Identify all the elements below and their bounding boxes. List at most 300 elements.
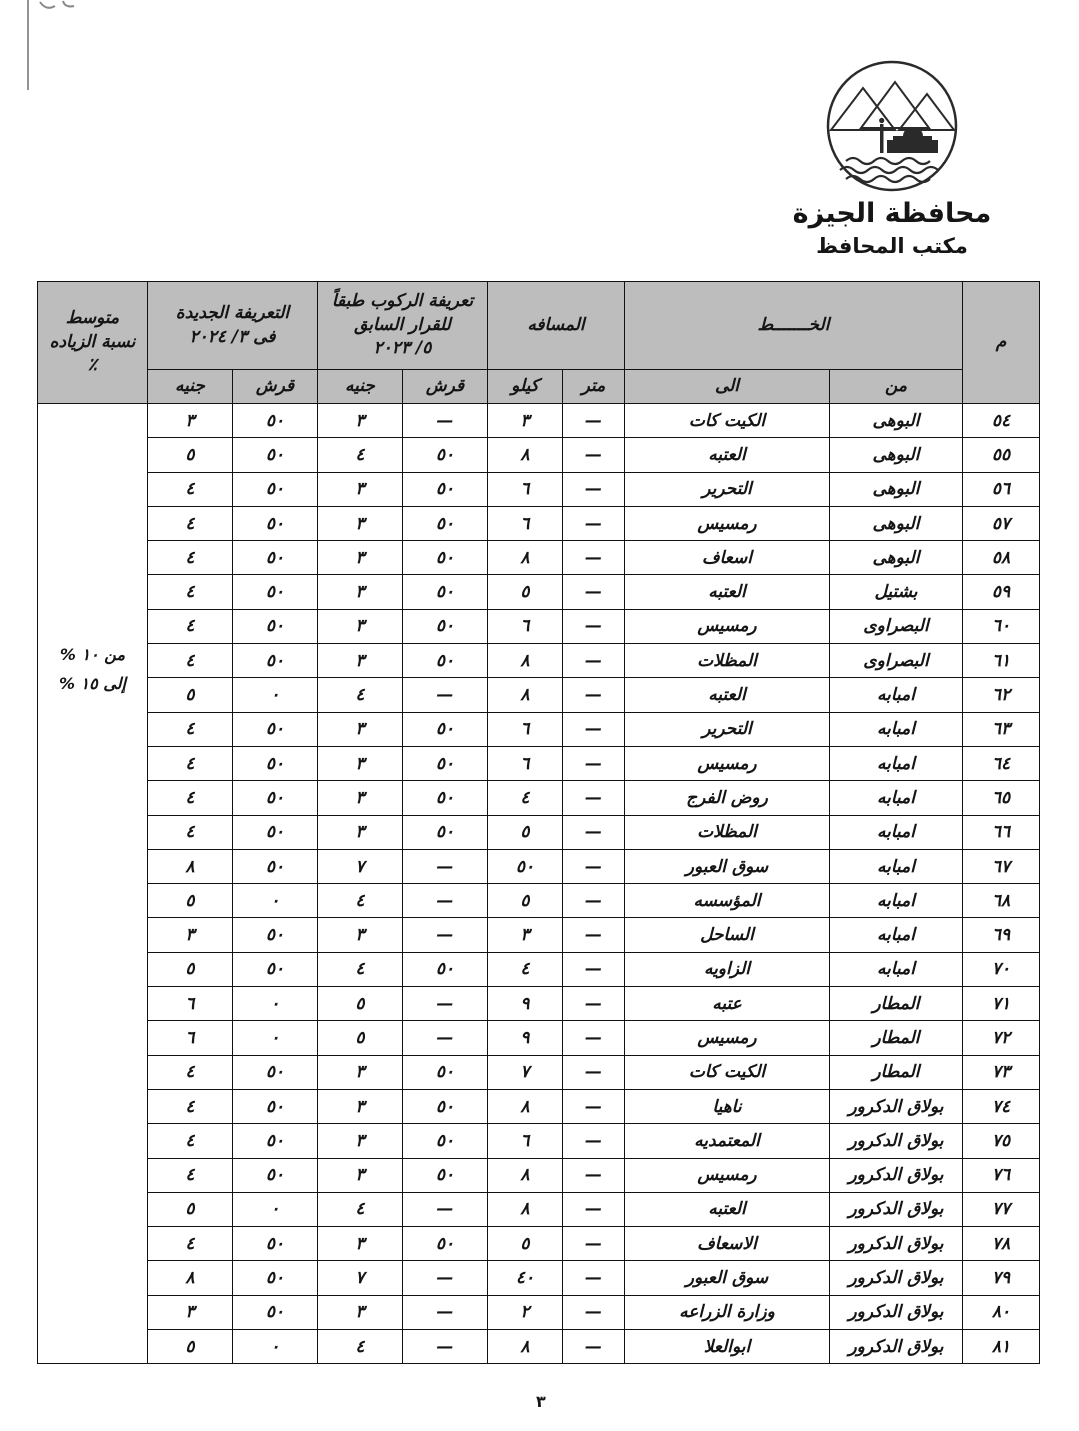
prev-pounds-cell: ٣ (317, 1227, 402, 1261)
increase-range-line2: إلى ١٥ % (58, 673, 126, 693)
meter-cell: — (562, 1295, 624, 1329)
table-row (37, 815, 1039, 849)
increase-title-line1: متوسط (65, 307, 120, 328)
meter-cell: — (562, 712, 624, 746)
prev-pounds-cell: ٧ (317, 1261, 402, 1295)
new-pounds-cell: ٥ (147, 952, 232, 986)
table-row (37, 712, 1039, 746)
col-header-prev-tariff (317, 282, 487, 370)
giza-governorate-emblem-icon (816, 58, 968, 196)
from-cell: المطار (830, 1055, 963, 1089)
prev-pounds-cell: ٤ (317, 952, 402, 986)
kilo-cell: ٥ (487, 1227, 562, 1261)
kilo-cell: ٦ (487, 1124, 562, 1158)
new-piasters-cell: ٥٠ (232, 404, 317, 438)
table-row (37, 678, 1039, 712)
increase-title-line3: ٪ (87, 355, 98, 376)
from-cell: امبابه (830, 712, 963, 746)
from-cell: البوهى (830, 541, 963, 575)
from-cell: امبابه (830, 746, 963, 780)
row-number-cell: ٨٠ (963, 1295, 1040, 1329)
kilo-cell: ٨ (487, 1330, 562, 1364)
to-cell: اسعاف (624, 541, 829, 575)
kilo-cell: ٥٠ (487, 849, 562, 883)
kilo-cell: ٧ (487, 1055, 562, 1089)
prev-piasters-cell: — (402, 849, 487, 883)
new-piasters-cell: ٥٠ (232, 609, 317, 643)
letterhead (787, 58, 997, 258)
prev-piasters-cell: — (402, 1021, 487, 1055)
prev-piasters-cell: ٥٠ (402, 1158, 487, 1192)
prev-piasters-cell: ٥٠ (402, 712, 487, 746)
table-row (37, 1021, 1039, 1055)
from-cell: البوهى (830, 404, 963, 438)
row-number-cell: ٦٥ (963, 781, 1040, 815)
meter-cell: — (562, 884, 624, 918)
row-number-cell: ٧٠ (963, 952, 1040, 986)
prev-pounds-cell: ٥ (317, 987, 402, 1021)
kilo-cell: ٨ (487, 541, 562, 575)
row-number-cell: ٧١ (963, 987, 1040, 1021)
table-row (37, 472, 1039, 506)
from-cell: بولاق الدكرور (830, 1192, 963, 1226)
governorate-name: محافظة الجيزة (792, 198, 992, 229)
meter-cell: — (562, 678, 624, 712)
to-cell: الكيت كات (624, 404, 829, 438)
prev-piasters-cell: ٥٠ (402, 781, 487, 815)
table-row (37, 1158, 1039, 1192)
table-row (37, 644, 1039, 678)
prev-piasters-cell: ٥٠ (402, 506, 487, 540)
prev-pounds-cell: ٥ (317, 1021, 402, 1055)
from-cell: بشتيل (830, 575, 963, 609)
prev-pounds-cell: ٣ (317, 781, 402, 815)
prev-pounds-cell: ٣ (317, 609, 402, 643)
kilo-cell: ٣ (487, 918, 562, 952)
col-header-from: من (830, 370, 963, 404)
increase-range-cell (37, 404, 147, 1364)
new-piasters-cell: ٥٠ (232, 644, 317, 678)
kilo-cell: ٦ (487, 746, 562, 780)
from-cell: امبابه (830, 849, 963, 883)
new-pounds-cell: ٤ (147, 575, 232, 609)
new-piasters-cell: ٥٠ (232, 952, 317, 986)
to-cell: المظلات (624, 815, 829, 849)
to-cell: رمسيس (624, 1021, 829, 1055)
from-cell: بولاق الدكرور (830, 1089, 963, 1123)
col-header-prev-pounds: جنيه (317, 370, 402, 404)
new-piasters-cell: ٥٠ (232, 746, 317, 780)
kilo-cell: ٦ (487, 472, 562, 506)
new-piasters-cell: ٥٠ (232, 506, 317, 540)
prev-pounds-cell: ٤ (317, 1192, 402, 1226)
meter-cell: — (562, 918, 624, 952)
to-cell: رمسيس (624, 609, 829, 643)
from-cell: بولاق الدكرور (830, 1227, 963, 1261)
new-pounds-cell: ٤ (147, 1158, 232, 1192)
kilo-cell: ٤ (487, 781, 562, 815)
col-header-no: م (963, 282, 1040, 404)
meter-cell: — (562, 1124, 624, 1158)
table-row (37, 1089, 1039, 1123)
header-sub-row (37, 370, 1039, 404)
row-number-cell: ٦٩ (963, 918, 1040, 952)
kilo-cell: ٣ (487, 404, 562, 438)
new-pounds-cell: ٤ (147, 746, 232, 780)
kilo-cell: ٤ (487, 952, 562, 986)
row-number-cell: ٧٨ (963, 1227, 1040, 1261)
kilo-cell: ٢ (487, 1295, 562, 1329)
from-cell: بولاق الدكرور (830, 1261, 963, 1295)
new-piasters-cell: ٠ (232, 1021, 317, 1055)
prev-piasters-cell: — (402, 1295, 487, 1329)
prev-piasters-cell: ٥٠ (402, 644, 487, 678)
new-piasters-cell: ٥٠ (232, 575, 317, 609)
row-number-cell: ٧٥ (963, 1124, 1040, 1158)
col-header-increase (37, 282, 147, 404)
to-cell: ناهيا (624, 1089, 829, 1123)
new-pounds-cell: ٥ (147, 1192, 232, 1226)
kilo-cell: ٩ (487, 1021, 562, 1055)
new-piasters-cell: ٠ (232, 987, 317, 1021)
new-pounds-cell: ٤ (147, 815, 232, 849)
table-row (37, 884, 1039, 918)
new-pounds-cell: ٨ (147, 1261, 232, 1295)
meter-cell: — (562, 1021, 624, 1055)
from-cell: البوهى (830, 506, 963, 540)
new-pounds-cell: ٤ (147, 609, 232, 643)
table-row (37, 609, 1039, 643)
new-piasters-cell: ٥٠ (232, 1089, 317, 1123)
to-cell: رمسيس (624, 1158, 829, 1192)
meter-cell: — (562, 1158, 624, 1192)
from-cell: بولاق الدكرور (830, 1330, 963, 1364)
prev-pounds-cell: ٤ (317, 1330, 402, 1364)
to-cell: الكيت كات (624, 1055, 829, 1089)
row-number-cell: ٧٩ (963, 1261, 1040, 1295)
table-row (37, 506, 1039, 540)
prev-piasters-cell: — (402, 884, 487, 918)
meter-cell: — (562, 644, 624, 678)
meter-cell: — (562, 404, 624, 438)
col-header-distance: المسافه (487, 282, 624, 370)
meter-cell: — (562, 1261, 624, 1295)
new-pounds-cell: ٦ (147, 1021, 232, 1055)
col-header-line: الخـــــــط (624, 282, 962, 370)
row-number-cell: ٥٧ (963, 506, 1040, 540)
table-row (37, 575, 1039, 609)
new-piasters-cell: ٥٠ (232, 1124, 317, 1158)
meter-cell: — (562, 575, 624, 609)
prev-piasters-cell: ٥٠ (402, 1124, 487, 1158)
col-header-new-piasters: قرش (232, 370, 317, 404)
prev-piasters-cell: ٥٠ (402, 1055, 487, 1089)
prev-piasters-cell: ٥٠ (402, 1227, 487, 1261)
new-pounds-cell: ٤ (147, 1227, 232, 1261)
to-cell: العتبه (624, 575, 829, 609)
prev-piasters-cell: ٥٠ (402, 1089, 487, 1123)
new-piasters-cell: ٥٠ (232, 438, 317, 472)
from-cell: بولاق الدكرور (830, 1124, 963, 1158)
prev-pounds-cell: ٣ (317, 575, 402, 609)
prev-piasters-cell: ٥٠ (402, 575, 487, 609)
prev-tariff-title-line1: تعريفة الركوب طبقاً (331, 290, 474, 311)
new-piasters-cell: ٥٠ (232, 815, 317, 849)
new-piasters-cell: ٥٠ (232, 849, 317, 883)
from-cell: امبابه (830, 781, 963, 815)
new-piasters-cell: ٠ (232, 1330, 317, 1364)
table-row (37, 987, 1039, 1021)
row-number-cell: ٦٦ (963, 815, 1040, 849)
prev-piasters-cell: ٥٠ (402, 472, 487, 506)
table-row (37, 541, 1039, 575)
new-pounds-cell: ٨ (147, 849, 232, 883)
row-number-cell: ٥٥ (963, 438, 1040, 472)
new-piasters-cell: ٠ (232, 678, 317, 712)
new-piasters-cell: ٥٠ (232, 781, 317, 815)
row-number-cell: ٧٣ (963, 1055, 1040, 1089)
from-cell: البوهى (830, 438, 963, 472)
row-number-cell: ٦١ (963, 644, 1040, 678)
meter-cell: — (562, 1227, 624, 1261)
table-row (37, 1261, 1039, 1295)
to-cell: العتبه (624, 678, 829, 712)
to-cell: العتبه (624, 438, 829, 472)
prev-piasters-cell: ٥٠ (402, 438, 487, 472)
col-header-prev-piasters: قرش (402, 370, 487, 404)
new-tariff-title-line1: التعريفة الجديدة (175, 302, 290, 323)
row-number-cell: ٦٣ (963, 712, 1040, 746)
to-cell: العتبه (624, 1192, 829, 1226)
prev-pounds-cell: ٣ (317, 1158, 402, 1192)
prev-pounds-cell: ٣ (317, 712, 402, 746)
new-pounds-cell: ٥ (147, 678, 232, 712)
col-header-new-pounds: جنيه (147, 370, 232, 404)
meter-cell: — (562, 849, 624, 883)
row-number-cell: ٧٧ (963, 1192, 1040, 1226)
prev-pounds-cell: ٧ (317, 849, 402, 883)
meter-cell: — (562, 609, 624, 643)
table-row (37, 404, 1039, 438)
meter-cell: — (562, 815, 624, 849)
row-number-cell: ٧٤ (963, 1089, 1040, 1123)
to-cell: رمسيس (624, 506, 829, 540)
col-header-to: الى (624, 370, 829, 404)
meter-cell: — (562, 1089, 624, 1123)
to-cell: التحرير (624, 712, 829, 746)
prev-piasters-cell: — (402, 1192, 487, 1226)
kilo-cell: ٦ (487, 609, 562, 643)
new-pounds-cell: ٤ (147, 472, 232, 506)
prev-piasters-cell: — (402, 1330, 487, 1364)
meter-cell: — (562, 438, 624, 472)
new-pounds-cell: ٦ (147, 987, 232, 1021)
new-piasters-cell: ٥٠ (232, 1261, 317, 1295)
kilo-cell: ٥ (487, 575, 562, 609)
row-number-cell: ٦٠ (963, 609, 1040, 643)
kilo-cell: ٨ (487, 1192, 562, 1226)
prev-pounds-cell: ٣ (317, 1055, 402, 1089)
kilo-cell: ٦ (487, 506, 562, 540)
row-number-cell: ٦٧ (963, 849, 1040, 883)
from-cell: امبابه (830, 678, 963, 712)
from-cell: البوهى (830, 472, 963, 506)
prev-pounds-cell: ٣ (317, 1089, 402, 1123)
to-cell: سوق العبور (624, 849, 829, 883)
new-piasters-cell: ٥٠ (232, 1158, 317, 1192)
table-row (37, 1227, 1039, 1261)
row-number-cell: ٧٦ (963, 1158, 1040, 1192)
new-tariff-title-line2: فى ٣/ ٢٠٢٤ (189, 326, 276, 347)
from-cell: البصراوى (830, 644, 963, 678)
prev-piasters-cell: ٥٠ (402, 541, 487, 575)
prev-pounds-cell: ٤ (317, 438, 402, 472)
meter-cell: — (562, 541, 624, 575)
meter-cell: — (562, 472, 624, 506)
table-row (37, 1192, 1039, 1226)
prev-pounds-cell: ٣ (317, 1124, 402, 1158)
kilo-cell: ٨ (487, 644, 562, 678)
table-row (37, 952, 1039, 986)
prev-pounds-cell: ٣ (317, 541, 402, 575)
table-row (37, 746, 1039, 780)
col-header-meter: متر (562, 370, 624, 404)
prev-pounds-cell: ٣ (317, 918, 402, 952)
prev-pounds-cell: ٣ (317, 815, 402, 849)
prev-piasters-cell: — (402, 1261, 487, 1295)
prev-pounds-cell: ٤ (317, 884, 402, 918)
table-row (37, 1055, 1039, 1089)
new-piasters-cell: ٥٠ (232, 712, 317, 746)
new-piasters-cell: ٥٠ (232, 1227, 317, 1261)
to-cell: عتبه (624, 987, 829, 1021)
from-cell: المطار (830, 1021, 963, 1055)
to-cell: المعتمديه (624, 1124, 829, 1158)
governor-office-name: مكتب المحافظ (816, 234, 968, 258)
table-row (37, 781, 1039, 815)
prev-piasters-cell: — (402, 678, 487, 712)
increase-range-line1: من ١٠ % (59, 645, 126, 664)
from-cell: المطار (830, 987, 963, 1021)
to-cell: وزارة الزراعه (624, 1295, 829, 1329)
scan-artifact-mark (18, 0, 98, 100)
new-piasters-cell: ٥٠ (232, 1295, 317, 1329)
kilo-cell: ٨ (487, 438, 562, 472)
row-number-cell: ٦٤ (963, 746, 1040, 780)
kilo-cell: ٦ (487, 712, 562, 746)
from-cell: امبابه (830, 884, 963, 918)
prev-pounds-cell: ٣ (317, 404, 402, 438)
from-cell: بولاق الدكرور (830, 1295, 963, 1329)
increase-range-note (38, 641, 147, 699)
header-group-row (37, 282, 1039, 370)
new-pounds-cell: ٣ (147, 404, 232, 438)
row-number-cell: ٦٨ (963, 884, 1040, 918)
table-row (37, 1330, 1039, 1364)
prev-piasters-cell: ٥٠ (402, 746, 487, 780)
col-header-new-tariff (147, 282, 317, 370)
prev-piasters-cell: ٥٠ (402, 609, 487, 643)
table-row (37, 849, 1039, 883)
row-number-cell: ٥٤ (963, 404, 1040, 438)
row-number-cell: ٥٨ (963, 541, 1040, 575)
new-pounds-cell: ٤ (147, 644, 232, 678)
prev-tariff-title-line2: للقرار السابق (354, 314, 451, 335)
to-cell: رمسيس (624, 746, 829, 780)
from-cell: امبابه (830, 918, 963, 952)
new-pounds-cell: ٣ (147, 1295, 232, 1329)
to-cell: سوق العبور (624, 1261, 829, 1295)
to-cell: الاسعاف (624, 1227, 829, 1261)
new-pounds-cell: ٤ (147, 506, 232, 540)
prev-piasters-cell: — (402, 918, 487, 952)
from-cell: البصراوى (830, 609, 963, 643)
new-piasters-cell: ٠ (232, 1192, 317, 1226)
to-cell: المظلات (624, 644, 829, 678)
new-pounds-cell: ٥ (147, 1330, 232, 1364)
new-pounds-cell: ٤ (147, 1055, 232, 1089)
new-pounds-cell: ٤ (147, 541, 232, 575)
col-header-kilo: كيلو (487, 370, 562, 404)
new-pounds-cell: ٤ (147, 1124, 232, 1158)
meter-cell: — (562, 987, 624, 1021)
to-cell: ابوالعلا (624, 1330, 829, 1364)
kilo-cell: ٨ (487, 678, 562, 712)
from-cell: بولاق الدكرور (830, 1158, 963, 1192)
meter-cell: — (562, 1330, 624, 1364)
prev-tariff-title-line3: ٥/ ٢٠٢٣ (373, 338, 432, 359)
table-row (37, 1295, 1039, 1329)
row-number-cell: ٥٩ (963, 575, 1040, 609)
to-cell: التحرير (624, 472, 829, 506)
from-cell: امبابه (830, 952, 963, 986)
kilo-cell: ٥ (487, 884, 562, 918)
meter-cell: — (562, 746, 624, 780)
new-pounds-cell: ٥ (147, 438, 232, 472)
new-piasters-cell: ٥٠ (232, 472, 317, 506)
prev-piasters-cell: — (402, 987, 487, 1021)
prev-piasters-cell: — (402, 404, 487, 438)
new-pounds-cell: ٤ (147, 781, 232, 815)
prev-piasters-cell: ٥٠ (402, 952, 487, 986)
meter-cell: — (562, 1055, 624, 1089)
kilo-cell: ٨ (487, 1089, 562, 1123)
meter-cell: — (562, 506, 624, 540)
meter-cell: — (562, 952, 624, 986)
to-cell: المؤسسه (624, 884, 829, 918)
new-piasters-cell: ٥٠ (232, 541, 317, 575)
prev-pounds-cell: ٣ (317, 1295, 402, 1329)
new-pounds-cell: ٥ (147, 884, 232, 918)
row-number-cell: ٥٦ (963, 472, 1040, 506)
kilo-cell: ٩ (487, 987, 562, 1021)
new-pounds-cell: ٣ (147, 918, 232, 952)
new-piasters-cell: ٠ (232, 884, 317, 918)
row-number-cell: ٦٢ (963, 678, 1040, 712)
meter-cell: — (562, 1192, 624, 1226)
table-row (37, 918, 1039, 952)
meter-cell: — (562, 781, 624, 815)
tariff-table (37, 281, 1040, 1364)
from-cell: امبابه (830, 815, 963, 849)
new-piasters-cell: ٥٠ (232, 918, 317, 952)
kilo-cell: ٤٠ (487, 1261, 562, 1295)
prev-pounds-cell: ٤ (317, 678, 402, 712)
new-pounds-cell: ٤ (147, 712, 232, 746)
row-number-cell: ٨١ (963, 1330, 1040, 1364)
to-cell: الزاويه (624, 952, 829, 986)
prev-pounds-cell: ٣ (317, 644, 402, 678)
